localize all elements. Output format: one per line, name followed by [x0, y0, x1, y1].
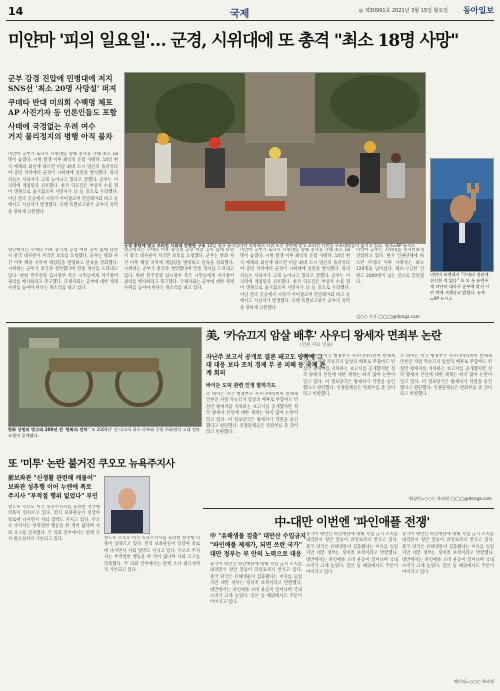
- story3-body-col2: 앤드루 쿠오모 미국 뉴욕주지사를 둘러싼 성추행 의혹이 잇따르고 있다. 전직 보좌관들이 잇달아 폭로에 나서면서 사퇴 압박도 커지고 있다. 쿠오모 주지사는 부적절한 행동을 한 적이 없다며 사퇴 요구를 일축했다. 주 의회 일부에서는 탄핵 조사 필요성까지 거론되고 있다.: [104, 536, 200, 574]
- page-header: [0, 0, 500, 22]
- story2-subhead: 바이든 도덕 관련 인정 말하기도: [206, 383, 276, 389]
- ambassador-photo-caption: 미얀마 유엔대사 "쿠데타 정권에 헌신한 적 없다" 초 모 툰 유엔주재 미얀마 대사가 군부에 맞서 시민 편에 서겠다고 밝혔다. 뉴욕=AP 뉴시스: [430, 272, 490, 300]
- story4-sub-3: 대만 정부는 부 안의 노력으로 대응: [210, 551, 302, 558]
- story3-sub-2: 보좌관 성추행 이어 누엔에 폭로: [8, 484, 92, 491]
- story4-sub-2: "파인애플 제재가, 되면 쓰란 국가": [210, 542, 303, 549]
- protest-photo-image: [125, 73, 425, 243]
- story2-body-col3: 조 바이든 미국 행정부가 사우디아라비아 반체제 언론인 자말 카슈끄지 암살의 배후로 무함마드 빈 살만 왕세자를 지목하는 보고서를 공개했지만 정작 왕세자 본인에 대한 제재는 하지 않아 논란이 일고 있다. 미 정보당국은 왕세자가 작전을 승인했다고 판단했다. 인권단체들은 면죄부를 준 것이라고 비판했다.: [400, 354, 492, 398]
- top-story-headline: 미얀마 '피의 일요일'… 군경, 시위대에 또 총격 "최소 18명 사망": [8, 31, 459, 51]
- story3-body-col1: 앤드루 쿠오모 미국 뉴욕주지사를 둘러싼 성추행 의혹이 잇따르고 있다. 전직 보좌관들이 잇달아 폭로에 나서면서 사퇴 압박도 커지고 있다. 쿠오모 주지사는 부적절한 행동을 한 적이 없다며 사퇴 요구를 일축했다. 주 의회 일부에서는 탄핵 조사 필요성까지 거론되고 있다.: [8, 505, 100, 543]
- ambassador-photo-image: [431, 159, 493, 271]
- story3-sub-1: 前보좌관 "신생활 관련해 캐물어": [8, 475, 97, 482]
- story3-sub-3: 주지사 "부적절 행위 없었다" 부인: [8, 493, 98, 500]
- chariot-photo-image: [9, 328, 201, 426]
- divider-2: [203, 508, 494, 509]
- story2-byline: 워싱턴=○○○ 특파원 ◯◯◯@donga.com: [408, 496, 492, 501]
- story4-body-col3: 중국이 대만산 파인애플에 대해 수입 금지 조치를 내리면서 양안 갈등이 과일로까지 번지고 있다. 중국 당국은 유해생물이 검출됐다는 이유를 들었지만 대만 정부는 정치적 보복이라고 반발했다. 대만에서는 파인애플 소비 운동이 일어나며 국내 소비가 크게 늘었다. 일본 등 해외에서도 주문이 이어지고 있다.: [402, 532, 494, 576]
- story4-body-col2: 중국이 대만산 파인애플에 대해 수입 금지 조치를 내리면서 양안 갈등이 과일로까지 번지고 있다. 중국 당국은 유해생물이 검출됐다는 이유를 들었지만 대만 정부는 정치적 보복이라고 반발했다. 대만에서는 파인애플 소비 운동이 일어나며 국내 소비가 크게 늘었다. 일본 등 해외에서도 주문이 이어지고 있다.: [306, 532, 398, 576]
- story2-body-col2: 조 바이든 미국 행정부가 사우디아라비아 반체제 언론인 자말 카슈끄지 암살의 배후로 무함마드 빈 살만 왕세자를 지목하는 보고서를 공개했지만 정작 왕세자 본인에 대한 제재는 하지 않아 논란이 일고 있다. 미 정보당국은 왕세자가 작전을 승인했다고 판단했다. 인권단체들은 면죄부를 준 것이라고 비판했다.: [303, 354, 395, 398]
- page-number: 14: [8, 5, 24, 18]
- story3-headline: 또 '미투' 논란 불거진 쿠오모 뉴욕주지사: [8, 459, 175, 470]
- section-label: 국제: [230, 9, 250, 20]
- story4-body-col1: 중국이 대만산 파인애플에 대해 수입 금지 조치를 내리면서 양안 갈등이 과일로까지 번지고 있다. 중국 당국은 유해생물이 검출됐다는 이유를 들었지만 대만 정부는 정치적 보복이라고 반발했다. 대만에서는 파인애플 소비 운동이 일어나며 국내 소비가 크게 늘었다. 일본 등 해외에서도 주문이 이어지고 있다.: [210, 562, 302, 606]
- newspaper-name: 동아일보: [463, 6, 494, 15]
- top-story-subhead-2: 쿠데타 반대 미의회 수백명 체포 AP 사진기자 등 언론인들도 포함: [8, 98, 117, 117]
- top-story-body-col4: 미얀마 군부는 시위대를 무자비하게 진압하고 있다. 현지 인권단체에 따르면 쿠데타 이후 사망자는 최소 120명을 넘어섰다. 체포·구금된 인원도 2000명이 넘는 것으로 알려졌다.: [356, 248, 424, 286]
- story4-sub-1: 中 "유해생물 검출" 대만산 수입금지: [210, 533, 306, 540]
- date-line: ◎ 제30991호 2021년 3월 15일 월요일: [358, 8, 448, 14]
- top-story-subhead-3: 사태에 국경없는 우려 여수 거지 물리정지의 병행 아직 불차: [8, 122, 113, 141]
- story4-headline: 中-대만 이번엔 '파인애플 전쟁': [274, 515, 430, 529]
- chariot-photo-caption: 한화 상원의 방고와 200년 전 '판화의 전차' '조 2000년' 전 다코의 하수 마부와 중한 카화면의 고대 전차 모형이 공개됐다.: [8, 427, 200, 438]
- protest-photo-caption: 군경 총탄에 맞고 쓰러진 시위대 간병한 구조 14일 양곤 흘라잉타야 지역에서 시위 도중 총탄에 맞고 쓰러진 시민을 구조대원들이 옮기고 있다. 양곤=AP 뉴시스: [124, 243, 416, 248]
- cuomo-photo-image: [105, 477, 149, 533]
- cuomo-photo: [104, 476, 150, 534]
- story4-byline: 베이징=○○○ 특파원: [453, 679, 494, 684]
- protest-photo: [124, 72, 426, 244]
- top-story-body-col1: 미얀마 군부가 또다시 시위대를 향해 총격을 가해 최소 18명이 숨졌다. 시위 발생 이후 최악의 유혈 사태다. 14일 현지 매체와 외신에 따르면 이날 최대 도시 양곤의 흘라잉타야 공단 지역에서 군경이 시위대에 실탄을 발사했다. 목격자들은 사상자가 크게 늘어나고 있다고 전했다. 군부는 이 지역에 계엄령을 선포했다. 현지 의료진은 부상자 수십 명이 병원으로 옮겨졌으며 사망자가 더 늘 것으로 우려했다. 이날 전국 곳곳에서 시위가 이어졌으며 만달레이와 바고 등에서도 사상자가 발생했다. 유엔 특별보고관은 군부의 폭력을 강하게 규탄했다.: [8, 152, 118, 215]
- header-rule: [6, 20, 494, 21]
- story2-sub: (언론 자료 인용): [300, 343, 333, 348]
- top-story-body-col1b: 양곤에서는 쿠데타 이후 중국계 공장 여러 곳이 불에 타면서 중국 대사관이 자국민 보호를 요청했다. 군부는 방화 사건 이후 해당 지역에 계엄령을 발령하고 단속을 강화했다. 시위대는 군부가 중국과 결탁했다며 반중 정서를 드러내고 있다. 한편 민주진영 임시정부 측은 시민들에게 자기방어 권리를 행사하라고 촉구했다. 국제사회는 군부에 대한 제재 수위를 높여야 한다는 목소리를 내고 있다.: [8, 248, 118, 292]
- divider-1: [6, 322, 494, 323]
- story2-body-col1: 조 바이든 미국 행정부가 사우디아라비아 반체제 언론인 자말 카슈끄지 암살의 배후로 무함마드 빈 살만 왕세자를 지목하는 보고서를 공개했지만 정작 왕세자 본인에 대한 제재는 하지 않아 논란이 일고 있다. 미 정보당국은 왕세자가 작전을 승인했다고 판단했다. 인권단체들은 면죄부를 준 것이라고 비판했다.: [206, 392, 298, 436]
- story4-subheads: [210, 532, 310, 559]
- top-story-subhead-1: 군부 강경 진압에 민병대에 저지 SNS선 '최소 20명 사망설' 퍼져: [8, 74, 117, 93]
- chariot-photo: [8, 327, 202, 427]
- ambassador-photo: [430, 158, 494, 272]
- top-story-body-col2: 양곤에서는 쿠데타 이후 중국계 공장 여러 곳이 불에 타면서 중국 대사관이 자국민 보호를 요청했다. 군부는 방화 사건 이후 해당 지역에 계엄령을 발령하고 단속을 강화했다. 시위대는 군부가 중국과 결탁했다며 반중 정서를 드러내고 있다. 한편 민주진영 임시정부 측은 시민들에게 자기방어 권리를 행사하라고 촉구했다. 국제사회는 군부에 대한 제재 수위를 높여야 한다는 목소리를 내고 있다.: [124, 248, 234, 292]
- top-story-byline: 김○○ 기자 ◯◯◯@donga.com: [356, 314, 420, 319]
- story2-headline: 美, '카슈끄지 암살 배후' 사우디 왕세자 면죄부 논란: [206, 329, 442, 342]
- top-story-body-col3: 미얀마 군부가 또다시 시위대를 향해 총격을 가해 최소 18명이 숨졌다. 시위 발생 이후 최악의 유혈 사태다. 14일 현지 매체와 외신에 따르면 이날 최대 도시 양곤의 흘라잉타야 공단 지역에서 군경이 시위대에 실탄을 발사했다. 목격자들은 사상자가 크게 늘어나고 있다고 전했다. 군부는 이 지역에 계엄령을 선포했다. 현지 의료진은 부상자 수십 명이 병원으로 옮겨졌으며 사망자가 더 늘 것으로 우려했다. 이날 전국 곳곳에서 시위가 이어졌으며 만달레이와 바고 등에서도 사상자가 발생했다. 유엔 특별보고관은 군부의 폭력을 강하게 규탄했다.: [240, 248, 350, 311]
- story2-lead: 자난주 보고서 공개로 결론 돼고도 양쪽에 그대 대응 보다 조치 경제 무 공 피해 등 국제 관계 회피: [206, 354, 326, 377]
